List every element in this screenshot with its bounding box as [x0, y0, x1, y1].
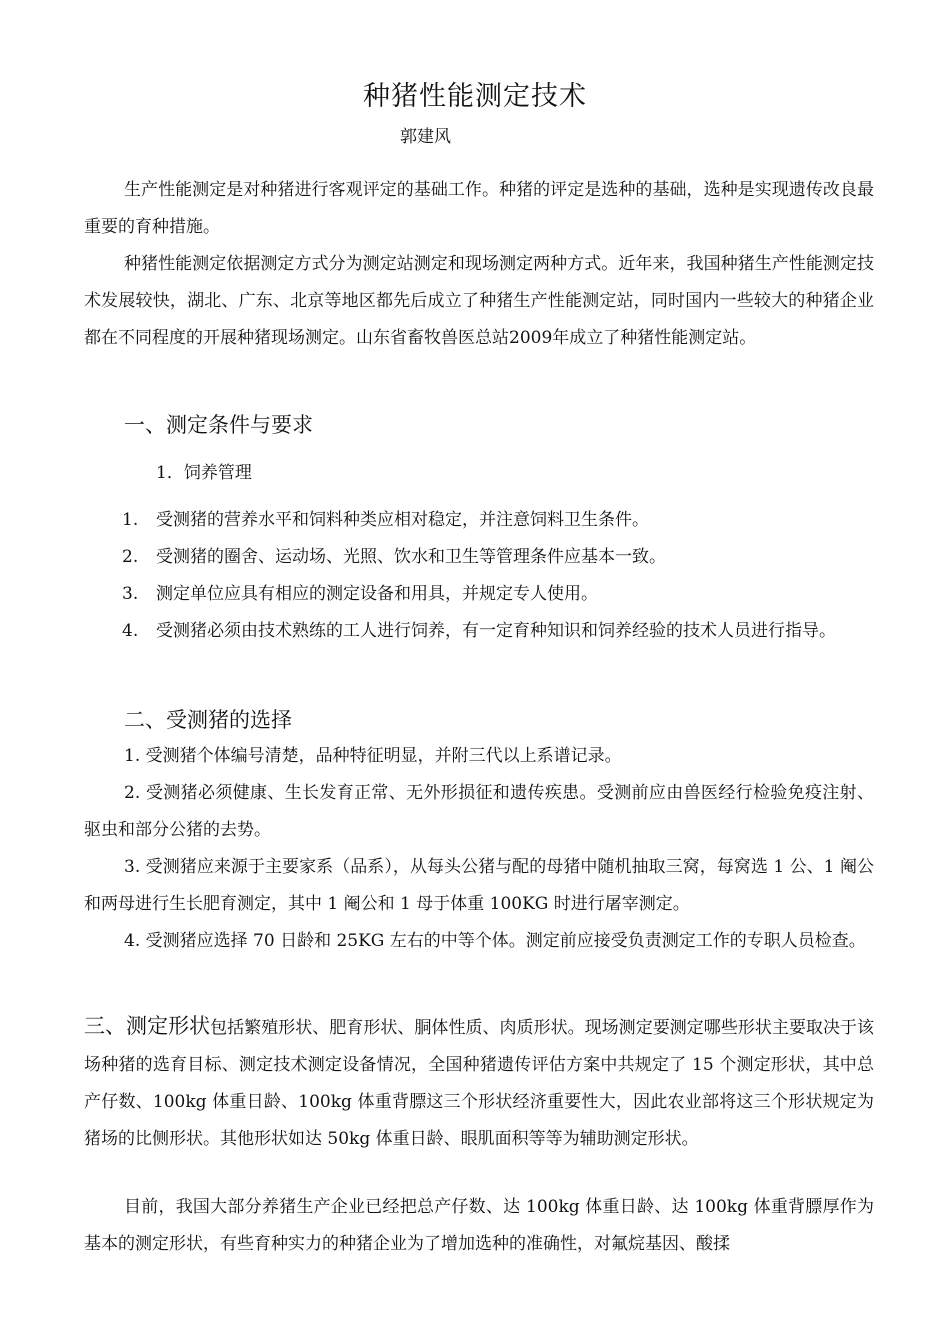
- list-item-number: 1.: [122, 510, 139, 530]
- section-2-heading: 二、受测猪的选择: [124, 708, 292, 732]
- section-2-paragraph-3: 3. 受测猪应来源于主要家系（品系），从每头公猪与配的母猪中随机抽取三窝，每窝选 1 公、1 阉公和两母进行生长肥育测定，其中 1 阉公和 1 母于体重 100KG 时进行屠宰测定。: [84, 857, 874, 914]
- section-3-text: 包括繁殖形状、肥育形状、胴体性质、肉质形状。现场测定要测定哪些形状主要取决于该场种猪的选育目标、测定技术测定设备情况，全国种猪遗传评估方案中共规定了 15 个测定形状，其中总产仔数、100kg 体重日龄、100kg 体重背膘这三个形状经济重要性大，因此农业部将这三个形状规定为猪场的比侧形状。其他形状如达 50kg 体重日龄、眼肌面积等等为辅助测定形状。: [84, 1018, 875, 1149]
- section-2-paragraph-4: 4. 受测猪应选择 70 日龄和 25KG 左右的中等个体。测定前应接受负责测定工作的专职人员检查。: [124, 931, 866, 951]
- list-item: [122, 539, 874, 576]
- section-1-heading: 一、测定条件与要求: [124, 413, 313, 437]
- document-title: 种猪性能测定技术: [363, 81, 587, 112]
- section-3-paragraph: [84, 1008, 874, 1158]
- section-2-paragraph-2: 2. 受测猪必须健康、生长发育正常、无外形损征和遗传疾患。受测前应由兽医经行检验免疫注射、驱虫和部分公猪的去势。: [84, 783, 874, 840]
- section-1-subheading: 1．饲养管理: [156, 463, 252, 483]
- list-item-text: 测定单位应具有相应的测定设备和用具，并规定专人使用。: [156, 584, 598, 604]
- intro-paragraph-2: 种猪性能测定依据测定方式分为测定站测定和现场测定两种方式。近年来，我国种猪生产性能测定技术发展较快，湖北、广东、北京等地区都先后成立了种猪生产性能测定站，同时国内一些较大的种猪企业都在不同程度的开展种猪现场测定。山东省畜牧兽医总站2009年成立了种猪性能测定站。: [84, 254, 874, 348]
- list-item: [122, 502, 874, 539]
- list-item-number: 2.: [122, 547, 139, 567]
- list-item: [122, 613, 874, 650]
- section-3-paragraph-2: 目前，我国大部分养猪生产企业已经把总产仔数、达 100kg 体重日龄、达 100kg 体重背膘厚作为基本的测定形状，有些育种实力的种猪企业为了增加选种的准确性，对氟烷基因、酸揉: [84, 1197, 874, 1254]
- section-3-heading: 三、测定形状: [84, 1014, 211, 1038]
- section-2-paragraph-1: 1. 受测猪个体编号清楚，品种特征明显，并附三代以上系谱记录。: [124, 746, 622, 766]
- list-item-text: 受测猪必须由技术熟练的工人进行饲养，有一定育种知识和饲养经验的技术人员进行指导。: [156, 621, 836, 641]
- list-item-text: 受测猪的圈舍、运动场、光照、饮水和卫生等管理条件应基本一致。: [156, 547, 666, 567]
- list-item-number: 4.: [122, 621, 139, 641]
- list-item: [122, 576, 874, 613]
- intro-paragraph-1: 生产性能测定是对种猪进行客观评定的基础工作。种猪的评定是选种的基础，选种是实现遗传改良最重要的育种措施。: [84, 180, 874, 237]
- list-item-number: 3.: [122, 584, 139, 604]
- author-name: 郭建风: [400, 127, 451, 147]
- list-item-text: 受测猪的营养水平和饲料种类应相对稳定，并注意饲料卫生条件。: [156, 510, 649, 530]
